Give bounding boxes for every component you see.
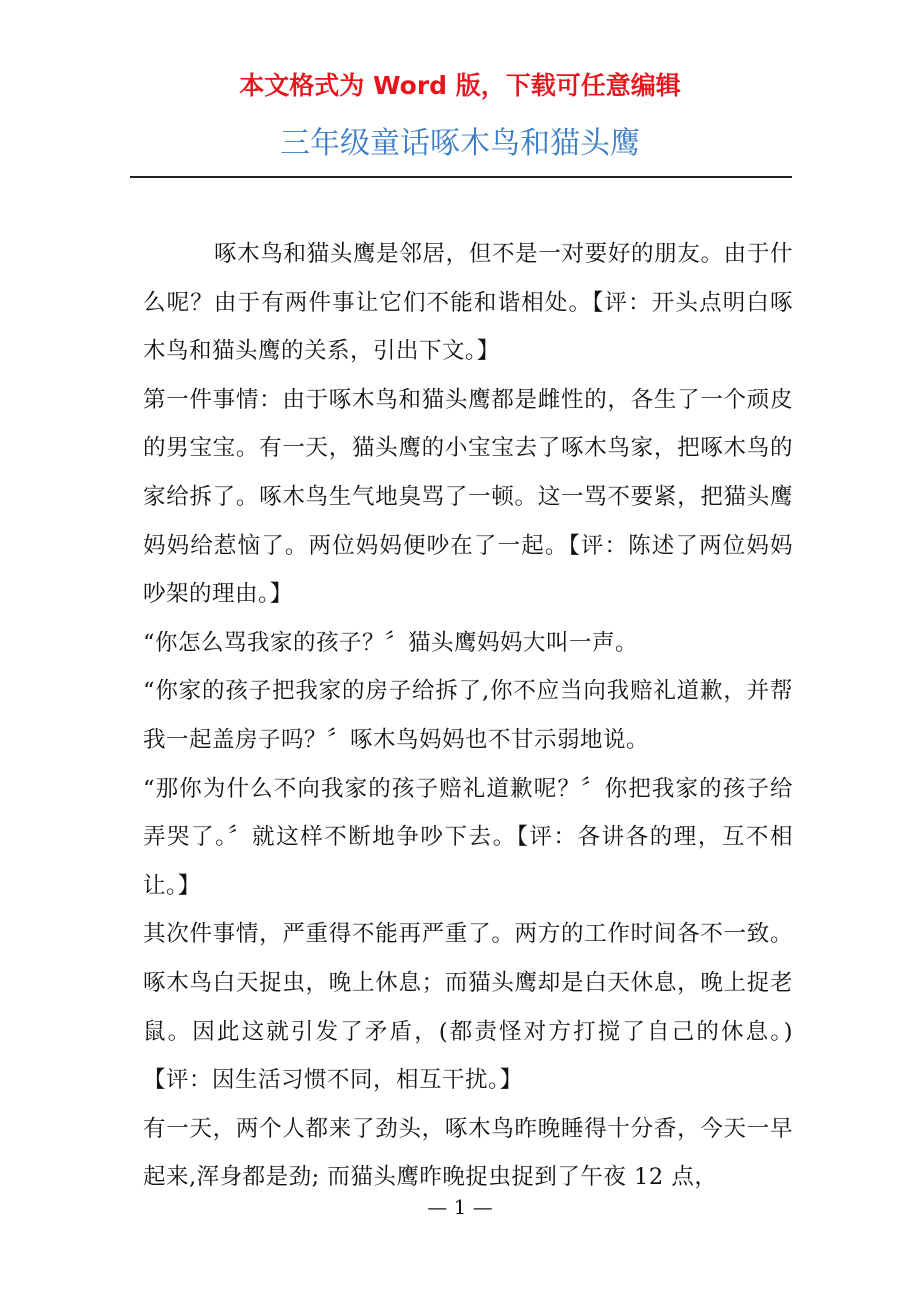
- format-notice: 本文格式为 Word 版，下载可任意编辑: [239, 71, 681, 100]
- paragraph-first-matter: 第一件事情：由于啄木鸟和猫头鹰都是雌性的，各生了一个顽皮的男宝宝。有一天，猫头鹰的小宝宝去了啄木鸟家，把啄木鸟的家给拆了。啄木鸟生气地臭骂了一顿。这一骂不要紧，把猫头鹰妈妈给惹恼了。两位妈妈便吵在了一起。【评：陈述了两位妈妈吵架的理由。】: [143, 386, 793, 608]
- title-divider: [130, 176, 792, 178]
- paragraph-second-matter: 其次件事情，严重得不能再严重了。两方的工作时间各不一致。啄木鸟白天捉虫，晚上休息；而猫头鹰却是白天休息，晚上捉老鼠。因此这就引发了矛盾，(都责怪对方打搅了自己的休息。)【评：因生活习惯不同，相互干扰。】: [143, 921, 793, 1094]
- paragraph-dialogue-2: “你家的孩子把我家的房子给拆了,你不应当向我赔礼道歉，并帮我一起盖房子吗？〞啄木鸟妈妈也不甘示弱地说。: [143, 678, 793, 753]
- paragraph-dialogue-3: “那你为什么不向我家的孩子赔礼道歉呢？〞你把我家的孩子给弄哭了。〞就这样不断地争吵下去。【评：各讲各的理，互不相让。】: [143, 775, 793, 899]
- page-number: — 1 —: [427, 1195, 493, 1219]
- document-body: [143, 230, 793, 1202]
- paragraph-intro: 啄木鸟和猫头鹰是邻居，但不是一对要好的朋友。由于什么呢？由于有两件事让它们不能和谐相处。【评：开头点明白啄木鸟和猫头鹰的关系，引出下文。】: [143, 241, 793, 365]
- document-title: 三年级童话啄木鸟和猫头鹰: [280, 126, 640, 161]
- paragraph-dialogue-1: “你怎么骂我家的孩子？〞猫头鹰妈妈大叫一声。: [143, 629, 639, 656]
- paragraph-one-day: 有一天，两个人都来了劲头，啄木鸟昨晚睡得十分香，今天一早起来,浑身都是劲; 而猫头鹰昨晚捉虫捉到了午夜 12 点，: [143, 1115, 793, 1191]
